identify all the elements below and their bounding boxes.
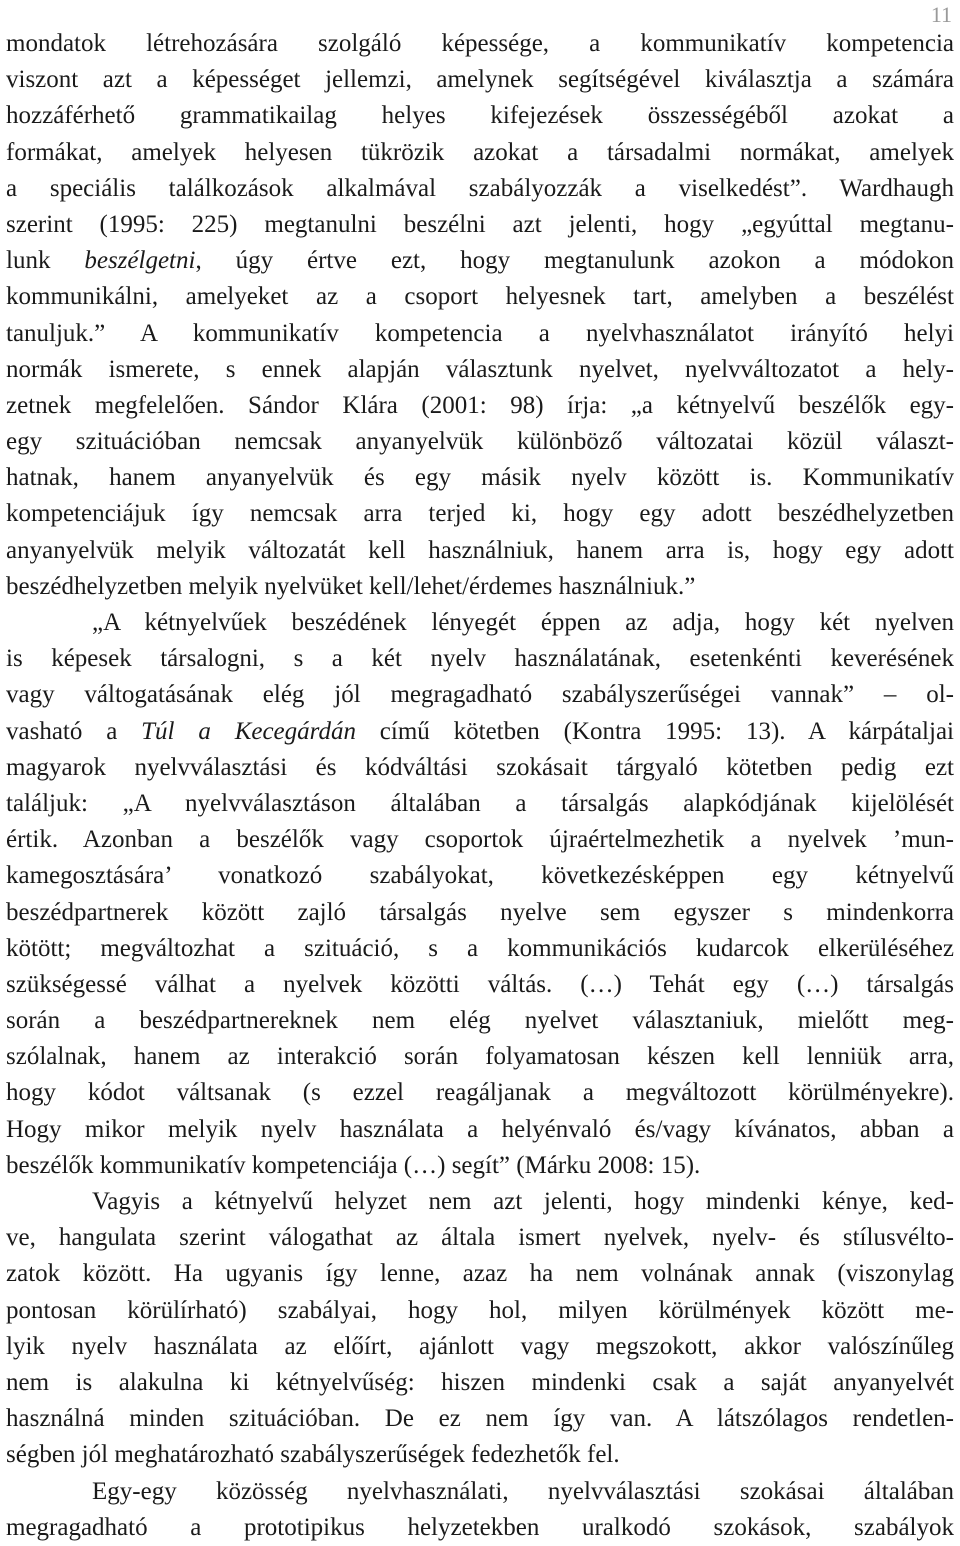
text-line: tanuljuk.” A kommunikatív kompetencia a nyelvhasználatot irányító helyi xyxy=(6,319,954,347)
text-line: megragadható a prototipikus helyzetekben uralkodó szokások, szabályok xyxy=(6,1513,954,1541)
text-line: beszédhelyzetben melyik nyelvüket kell/lehet/érdemes használniuk.” xyxy=(6,572,696,600)
text-line: zetnek megfelelően. Sándor Klára (2001: 98) írja: „a kétnyelvű beszélők egy- xyxy=(6,391,954,419)
text-line: szükségessé válhat a nyelvek közötti váltás. (…) Tehát egy (…) társalgás xyxy=(6,970,954,998)
text-line: hatnak, hanem anyanyelvük és egy másik nyelv között is. Kommunikatív xyxy=(6,464,954,492)
italic-text-run: Túl a Kecegárdán xyxy=(141,717,356,745)
text-line: ségben jól meghatározható szabályszerűségek fedezhetők fel. xyxy=(6,1441,620,1469)
body-text xyxy=(6,26,954,1546)
text-line xyxy=(6,243,954,279)
text-run: vasható a xyxy=(6,717,142,745)
text-line: a speciális találkozások alkalmával szabályozzák a viselkedést”. Wardhaugh xyxy=(6,174,954,202)
text-line: mondatok létrehozására szolgáló képessége, a kommunikatív kompetencia xyxy=(6,30,954,57)
text-line: értik. Azonban a beszélők vagy csoportok újraértelmezhetik a nyelvek ’mun- xyxy=(6,826,954,854)
text-line: találjuk: „A nyelvválasztáson általában a társalgás alapkódjának kijelölését xyxy=(6,789,954,817)
text-line: beszédpartnerek között zajló társalgás nyelve sem egyszer s mindenkorra xyxy=(6,898,954,926)
text-run: , úgy értve ezt, hogy megtanulunk azokon a módokon xyxy=(195,247,954,275)
page-number: 11 xyxy=(930,2,952,27)
text-line: viszont azt a képességet jellemzi, amelynek segítségével kiválasztja a számára xyxy=(6,66,954,94)
text-line: kamegosztására’ vonatkozó szabályokat, következésképpen egy kétnyelvű xyxy=(6,862,954,890)
text-line: során a beszédpartnereknek nem elég nyelvet választaniuk, mielőtt meg- xyxy=(6,1007,954,1035)
text-line: vagy váltogatásának elég jól megragadható szabályszerűségei vannak” – ol- xyxy=(6,681,954,709)
text-line: magyarok nyelvválasztási és kódváltási szokásait tárgyaló kötetben pedig ezt xyxy=(6,753,954,781)
italic-text-run: beszélgetni xyxy=(84,247,196,275)
text-line: pontosan körülírható) szabályai, hogy hol, milyen körülmények között me- xyxy=(6,1296,954,1324)
text-line: anyanyelvük melyik változatát kell használniuk, hanem arra is, hogy egy adott xyxy=(6,536,954,564)
text-line: ve, hangulata szerint válogathat az általa ismert nyelvek, nyelv- és stílusvélto- xyxy=(6,1224,954,1252)
text-line: nem is alakulna ki kétnyelvűség: hiszen mindenki csak a saját anyanyelvét xyxy=(6,1368,954,1396)
text-line: lyik nyelv használata az előírt, ajánlott vagy megszokott, akkor valószínűleg xyxy=(6,1332,954,1360)
text-line: hogy kódot váltsanak (s ezzel reagáljanak a megváltozott körülményekre). xyxy=(6,1079,954,1107)
text-line: szerint (1995: 225) megtanulni beszélni azt jelenti, hogy „egyúttal megtanu- xyxy=(6,210,954,238)
text-line: is képesek társalogni, s a két nyelv használatának, esetenkénti keverésének xyxy=(6,645,954,673)
text-line: Egy-egy közösség nyelvhasználati, nyelvválasztási szokásai általában xyxy=(92,1477,954,1505)
text-line: kötött; megváltozhat a szituáció, s a kommunikációs kudarcok elkerüléséhez xyxy=(6,934,954,962)
text-line: „A kétnyelvűek beszédének lényegét éppen az adja, hogy két nyelven xyxy=(92,609,954,636)
text-line: használná minden szituációban. De ez nem így van. A látszólagos rendetlen- xyxy=(6,1405,954,1433)
text-line: kompetenciájuk így nemcsak arra terjed ki, hogy egy adott beszédhelyzetben xyxy=(6,500,954,528)
text-line: beszélők kommunikatív kompetenciája (…) segít” (Márku 2008: 15). xyxy=(6,1151,701,1179)
text-run: lunk xyxy=(6,247,85,275)
text-line: Vagyis a kétnyelvű helyzet nem azt jelenti, hogy mindenki kénye, ked- xyxy=(92,1188,954,1215)
text-line: szólalnak, hanem az interakció során folyamatosan készen kell lenniük arra, xyxy=(6,1043,954,1071)
text-run: című kötetben (Kontra 1995: 13). A kárpátaljai xyxy=(355,717,954,745)
text-line: normák ismerete, s ennek alapján választunk nyelvet, nyelvváltozatot a hely- xyxy=(6,355,954,383)
text-line: zatok között. Ha ugyanis így lenne, azaz ha nem volnának annak (viszonylag xyxy=(6,1260,954,1288)
text-line: Hogy mikor melyik nyelv használata a helyénvaló és/vagy kívánatos, abban a xyxy=(6,1115,954,1143)
text-line: formákat, amelyek helyesen tükrözik azokat a társadalmi normákat, amelyek xyxy=(6,138,954,166)
text-line: kommunikálni, amelyeket az a csoport helyesnek tart, amelyben a beszélést xyxy=(6,283,954,311)
text-line xyxy=(6,714,954,750)
text-line: egy szituációban nemcsak anyanyelvük különböző változatai közül választ- xyxy=(6,428,954,456)
text-line: hozzáférhető grammatikailag helyes kifejezések összességéből azokat a xyxy=(6,102,954,130)
